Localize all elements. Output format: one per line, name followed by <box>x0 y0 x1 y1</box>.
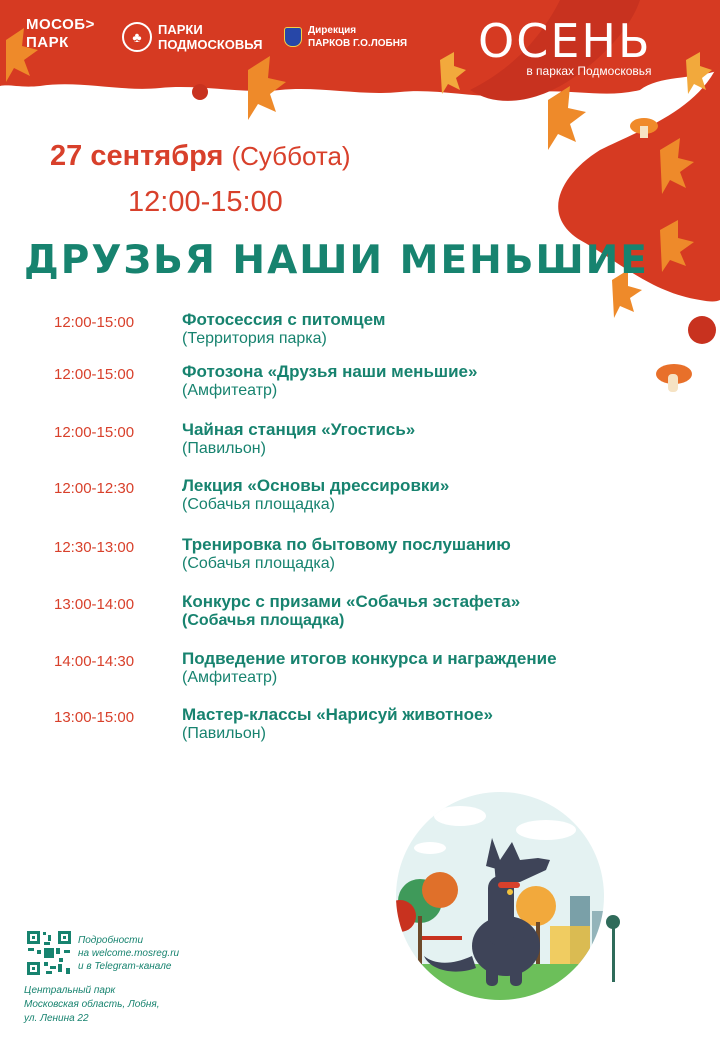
footer-address-line3: ул. Ленина 22 <box>24 1013 89 1024</box>
schedule-place: (Территория парка) <box>182 330 327 347</box>
parki-line2: ПОДМОСКОВЬЯ <box>158 37 263 52</box>
parki-podmoskovya-logo <box>122 22 263 52</box>
emblem-icon <box>284 27 302 47</box>
direkcia-line2: ПАРКОВ Г.О.ЛОБНЯ <box>308 38 408 49</box>
schedule-place: (Павильон) <box>182 440 266 457</box>
schedule-activity: Фотозона «Друзья наши меньшие» <box>182 362 478 381</box>
footer-address <box>24 984 160 1026</box>
qr-code-icon <box>26 930 72 976</box>
event-title: ДРУЗЬЯ НАШИ МЕНЬШИЕ <box>24 238 649 283</box>
osen-logo-subtitle: в парках Подмосковья <box>526 64 652 78</box>
schedule-time: 12:00-12:30 <box>54 480 135 497</box>
schedule-time: 13:00-15:00 <box>54 709 135 726</box>
schedule-time: 13:00-14:00 <box>54 596 135 613</box>
mosobpark-logo <box>26 16 95 52</box>
event-weekday: (Суббота) <box>231 141 351 171</box>
mosobpark-line1: МОСОБ> <box>26 16 95 33</box>
event-date <box>50 140 351 173</box>
schedule-activity: Фотосессия с питомцем <box>182 310 386 329</box>
osen-logo-text: ОСЕНЬ <box>478 14 652 68</box>
footer-address-line2: Московская область, Лобня, <box>24 999 160 1010</box>
schedule-time: 12:00-15:00 <box>54 424 135 441</box>
schedule-activity: Конкурс с призами «Собачья эстафета» <box>182 592 521 611</box>
schedule-activity: Мастер-классы «Нарисуй животное» <box>182 705 493 724</box>
schedule-place: (Собачья площадка) <box>182 496 335 513</box>
event-time: 12:00-15:00 <box>128 186 283 218</box>
schedule-place: (Павильон) <box>182 725 266 742</box>
schedule-place: (Собачья площадка) <box>182 555 335 572</box>
schedule-activity: Тренировка по бытовому послушанию <box>182 535 511 554</box>
footer-address-line1: Центральный парк <box>24 985 116 996</box>
footer-info <box>78 934 179 973</box>
schedule-time: 14:00-14:30 <box>54 653 135 670</box>
schedule-place: (Амфитеатр) <box>182 382 278 399</box>
footer-info-line1: Подробности <box>78 935 144 946</box>
schedule-place: (Собачья площадка) <box>182 612 345 629</box>
event-date-day: 27 сентября <box>50 140 224 172</box>
schedule-activity: Подведение итогов конкурса и награждение <box>182 649 557 668</box>
schedule-time: 12:00-15:00 <box>54 366 135 383</box>
direkcia-logo <box>284 24 407 50</box>
schedule-time: 12:00-15:00 <box>54 314 135 331</box>
park-tree-icon: ♣ <box>122 22 152 52</box>
footer-info-line3: и в Telegram-канале <box>78 961 172 972</box>
dog-illustration <box>360 786 650 1026</box>
schedule-activity: Чайная станция «Угостись» <box>182 420 416 439</box>
direkcia-line1: Дирекция <box>308 25 357 36</box>
parki-line1: ПАРКИ <box>158 22 203 37</box>
osen-logo <box>478 14 652 78</box>
mosobpark-line2: ПАРК <box>26 34 69 51</box>
schedule-place: (Амфитеатр) <box>182 669 278 686</box>
footer-info-line2: на welcome.mosreg.ru <box>78 948 180 959</box>
schedule-activity: Лекция «Основы дрессировки» <box>182 476 450 495</box>
schedule-time: 12:30-13:00 <box>54 539 135 556</box>
